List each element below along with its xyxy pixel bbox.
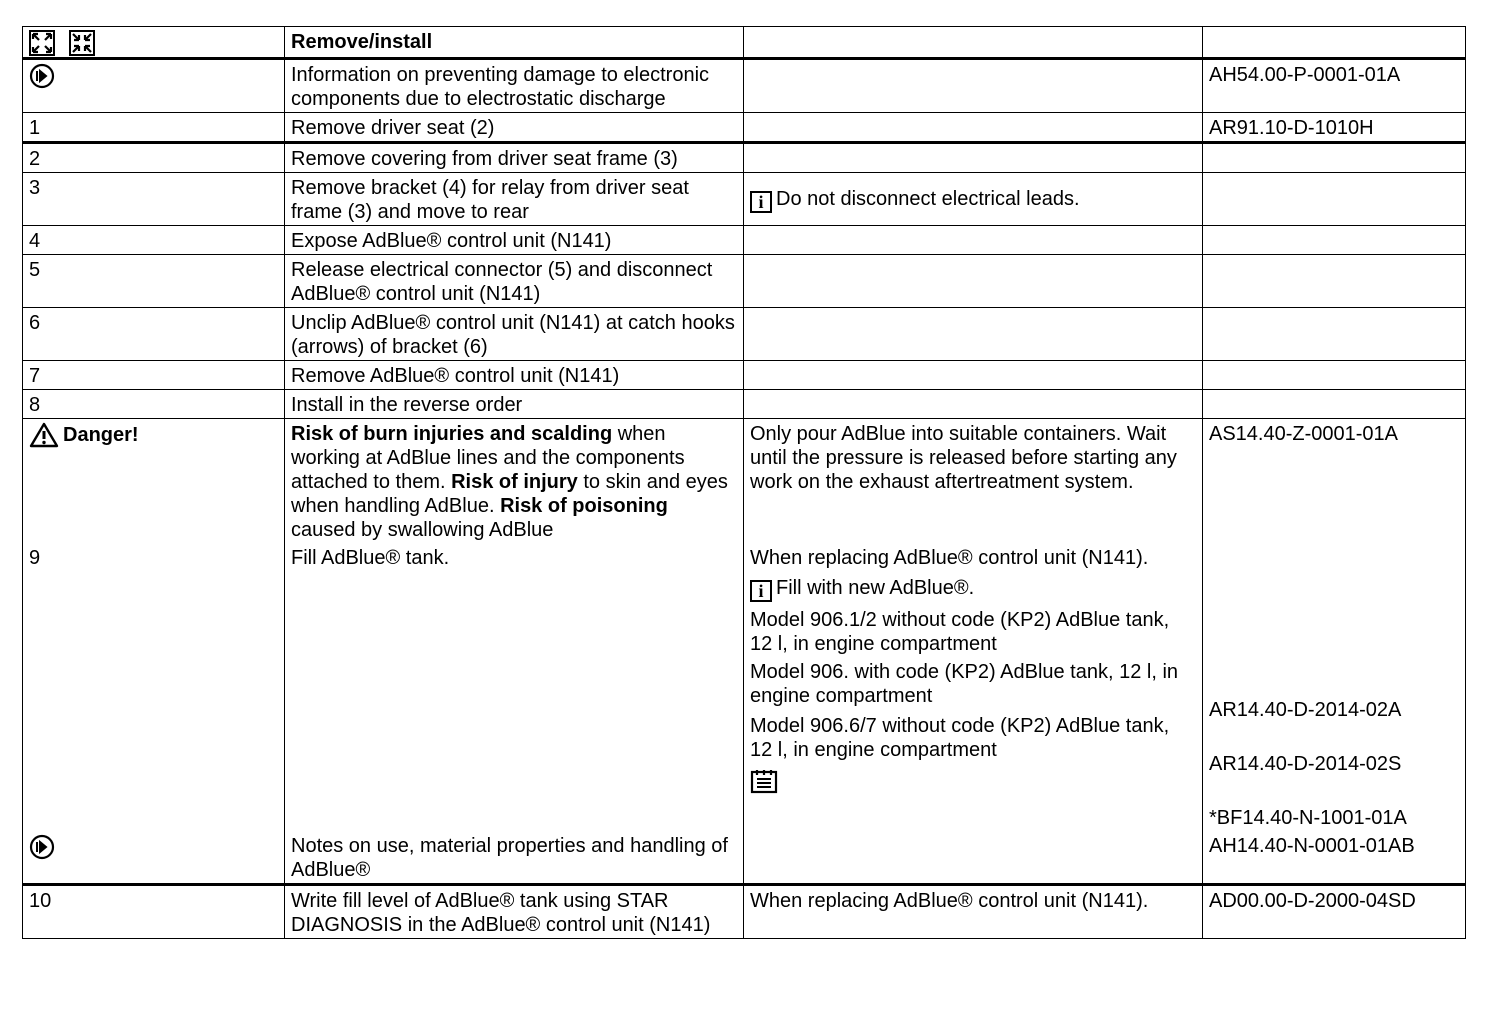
step-number: 5 <box>23 255 285 308</box>
model-3: Model 906.6/7 without code (KP2) AdBlue tank, 12 l, in engine compartment <box>750 715 1170 761</box>
step-number: 8 <box>23 390 285 419</box>
reference-link[interactable]: AR14.40-D-2014-02S <box>1209 753 1402 775</box>
step-note <box>744 390 1203 419</box>
reference-link[interactable]: *BF14.40-N-1001-01A <box>1209 807 1407 829</box>
header-notes-cell <box>744 27 1203 59</box>
danger-poisoning: Risk of poisoning <box>500 495 668 517</box>
step-number: 4 <box>23 226 285 255</box>
table-row <box>23 831 1466 885</box>
procedure-table <box>22 26 1466 939</box>
step-note <box>744 113 1203 143</box>
table-row <box>23 59 1466 113</box>
reference-link <box>1203 226 1466 255</box>
header-row <box>23 27 1466 59</box>
step-note <box>744 173 1203 226</box>
reference-link[interactable]: AS14.40-Z-0001-01A <box>1203 419 1466 544</box>
note-fill <box>750 576 1196 602</box>
step-note <box>744 543 1203 831</box>
note-text: Do not disconnect electrical leads. <box>776 188 1080 210</box>
reference-link[interactable]: AR14.40-D-2014-02A <box>1209 699 1402 721</box>
step-text: Information on preventing damage to electronic components due to electrostatic discharge <box>285 59 744 113</box>
header-title: Remove/install <box>285 27 744 59</box>
step-text: Write fill level of AdBlue® tank using STAR DIAGNOSIS in the AdBlue® control unit (N141) <box>285 885 744 939</box>
install-icon <box>69 30 95 56</box>
step-text: Remove AdBlue® control unit (N141) <box>285 361 744 390</box>
document-icon[interactable] <box>750 768 778 794</box>
table-row <box>23 226 1466 255</box>
step-text: Install in the reverse order <box>285 390 744 419</box>
danger-text-3: caused by swallowing AdBlue <box>291 519 554 541</box>
reference-link <box>1203 308 1466 361</box>
step-note <box>744 59 1203 113</box>
danger-text <box>285 419 744 544</box>
table-row <box>23 543 1466 831</box>
danger-row <box>23 419 1466 544</box>
step-note <box>744 226 1203 255</box>
reference-cell <box>1203 543 1466 831</box>
step-text: Expose AdBlue® control unit (N141) <box>285 226 744 255</box>
table-row <box>23 113 1466 143</box>
danger-label: Danger! <box>63 424 139 446</box>
step-number: 6 <box>23 308 285 361</box>
reference-link <box>1203 390 1466 419</box>
step-text: Notes on use, material properties and handling of AdBlue® <box>285 831 744 885</box>
reference-link <box>1203 143 1466 173</box>
model-1: Model 906.1/2 without code (KP2) AdBlue tank, 12 l, in engine compartment <box>750 609 1170 655</box>
danger-cell <box>23 419 285 544</box>
info-cell <box>23 59 285 113</box>
info-icon: i <box>750 580 772 602</box>
step-note: When replacing AdBlue® control unit (N141). <box>744 885 1203 939</box>
step-text: Remove bracket (4) for relay from driver seat frame (3) and move to rear <box>285 173 744 226</box>
reference-link[interactable]: AD00.00-D-2000-04SD <box>1203 885 1466 939</box>
note-arrow-icon <box>29 63 55 89</box>
header-icons-cell <box>23 27 285 59</box>
warning-triangle-icon <box>29 422 59 448</box>
reference-link <box>1203 255 1466 308</box>
remove-icon <box>29 30 55 56</box>
step-note <box>744 143 1203 173</box>
note-condition: When replacing AdBlue® control unit (N141). <box>750 547 1149 569</box>
step-text: Fill AdBlue® tank. <box>285 543 744 831</box>
step-note <box>744 361 1203 390</box>
table-row <box>23 390 1466 419</box>
table-row <box>23 255 1466 308</box>
table-row <box>23 361 1466 390</box>
step-number: 7 <box>23 361 285 390</box>
danger-burn: Risk of burn injuries and scalding <box>291 423 613 445</box>
table-row <box>23 885 1466 939</box>
step-text: Unclip AdBlue® control unit (N141) at catch hooks (arrows) of bracket (6) <box>285 308 744 361</box>
step-note <box>744 255 1203 308</box>
table-row <box>23 143 1466 173</box>
danger-text-2: to skin and eyes when handling AdBlue. <box>291 471 728 517</box>
step-note <box>744 831 1203 885</box>
info-cell <box>23 831 285 885</box>
step-text: Remove covering from driver seat frame (3) <box>285 143 744 173</box>
step-number: 10 <box>23 885 285 939</box>
danger-injury: Risk of injury <box>451 471 578 493</box>
step-number: 3 <box>23 173 285 226</box>
header-ref-cell <box>1203 27 1466 59</box>
step-number: 2 <box>23 143 285 173</box>
step-text: Release electrical connector (5) and disconnect AdBlue® control unit (N141) <box>285 255 744 308</box>
step-number: 9 <box>23 543 285 831</box>
document-icon-wrap <box>750 768 1196 794</box>
info-icon: i <box>750 191 772 213</box>
reference-link[interactable]: AR91.10-D-1010H <box>1203 113 1466 143</box>
note-arrow-icon <box>29 834 55 860</box>
table-row <box>23 308 1466 361</box>
note-fill-text: Fill with new AdBlue®. <box>776 577 975 599</box>
reference-link[interactable]: AH54.00-P-0001-01A <box>1203 59 1466 113</box>
step-text: Remove driver seat (2) <box>285 113 744 143</box>
step-note <box>744 308 1203 361</box>
danger-note: Only pour AdBlue into suitable containers. Wait until the pressure is released before starting any work on the exhaust aftertreatment system. <box>744 419 1203 544</box>
reference-link[interactable]: AH14.40-N-0001-01AB <box>1203 831 1466 885</box>
reference-link <box>1203 173 1466 226</box>
table-row <box>23 173 1466 226</box>
step-number: 1 <box>23 113 285 143</box>
danger-text-1: when working at AdBlue lines and the components attached to them. <box>291 423 685 493</box>
model-2: Model 906. with code (KP2) AdBlue tank, 12 l, in engine compartment <box>750 661 1179 707</box>
reference-link <box>1203 361 1466 390</box>
